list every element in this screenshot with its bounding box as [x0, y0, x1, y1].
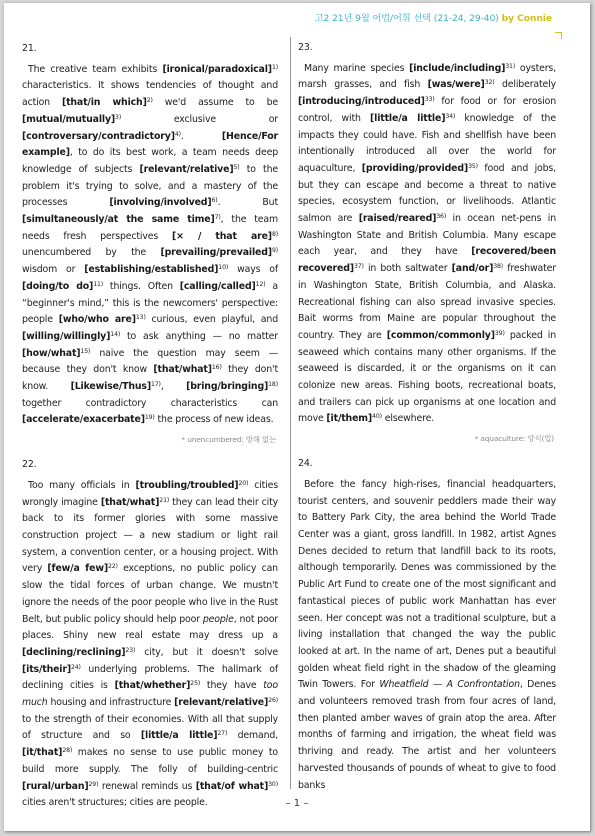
blank-number: 32)	[484, 79, 495, 87]
passage-text: exclusive or	[121, 113, 278, 125]
passage-text: they can lead their city back to its former glories with some massive construction project — a new stadium or light rail system, a convention center, or a housing project. With very	[22, 496, 278, 575]
passage-text: things. Often	[103, 280, 180, 292]
question-passage	[22, 62, 278, 429]
passage-text: exceptions, no public policy can slow the tidal forces of urban change. We mustn't ignore the needs of the poor people who live in the Rust Belt, but public policy should help poor	[22, 563, 278, 625]
choice-bracket: [it/them]	[326, 413, 373, 425]
choice-bracket: [doing/to do]	[22, 280, 94, 292]
passage-text: Before the fancy high-rises, financial headquarters, tourist centers, and souvenir peddlers made their way to Battery Park City, the area behind the World Trade Center was a giant, gross landfill. In 1982, artist Agnes Denes decided to return that landfill back to its roots, although temporarily. Denes was commissioned by the Public Art Fund to create one of the most significant and fantastical pieces of public work Manhattan has ever seen. Her concept was not a traditional sculpture, but a living installation that changed the way the public looked at art. In the name of art, Denes put a beautiful golden wheat field right in the shadow of the gleaming Twin Towers. For	[298, 478, 556, 691]
choice-bracket: [relevant/relative]	[139, 163, 234, 175]
blank-number: 40)	[372, 413, 382, 421]
blank-number: 12)	[255, 280, 266, 288]
blank-number: 4)	[174, 130, 181, 138]
blank-number: 23)	[125, 646, 136, 654]
question-number: 21.	[22, 43, 37, 54]
passage-text: ways of	[228, 264, 278, 276]
left-column	[22, 41, 278, 812]
choice-bracket: [recovered/been recovered]	[298, 246, 556, 275]
choice-bracket: [that/what]	[153, 364, 212, 376]
passage-text: cities aren't structures; cities are people.	[22, 797, 208, 809]
question-passage	[298, 61, 556, 428]
choice-bracket: [mutual/mutually]	[22, 113, 116, 125]
choice-bracket: [its/their]	[22, 663, 71, 675]
right-column	[298, 40, 556, 794]
passage-text: we'd assume to be	[152, 97, 279, 109]
document-page	[4, 3, 590, 831]
blank-number: 39)	[494, 329, 505, 337]
choice-bracket: [accelerate/exacerbate]	[22, 414, 145, 426]
choice-bracket: [who/who are]	[58, 314, 136, 326]
column-divider	[290, 37, 291, 789]
blank-number: 15)	[80, 347, 91, 355]
choice-bracket: [that/of what]	[195, 780, 269, 792]
blank-number: 5)	[233, 163, 240, 171]
choice-bracket: [was/were]	[427, 79, 485, 91]
choice-bracket: [rural/urban]	[22, 780, 89, 792]
choice-bracket: [little/a little]	[140, 730, 218, 742]
choice-bracket: [few/a few]	[47, 563, 108, 575]
blank-number: 8)	[271, 230, 279, 238]
choice-bracket: [controversary/contradictory]	[22, 130, 175, 142]
blank-number: 7)	[214, 214, 221, 222]
passage-text: unencumbered by the	[22, 247, 161, 259]
blank-number: 25)	[190, 680, 201, 688]
choice-bracket: [Likewise/Thus]	[70, 381, 151, 393]
blank-number: 28)	[62, 747, 73, 755]
passage-text: for food or for erosion control, with	[298, 96, 556, 124]
footnote: * unencumbered: 방해 없는	[181, 435, 276, 445]
passage-text: they don't know.	[22, 364, 278, 393]
page-header	[315, 10, 552, 24]
italic-text: too much	[22, 680, 278, 709]
passage-text: demand,	[227, 730, 278, 742]
italic-text: people	[202, 613, 234, 625]
passage-text: food and jobs, but they can escape and become a threat to native species, ecosystem function, or livelihoods. Atlantic salmon are	[298, 162, 556, 225]
blank-number: 18)	[268, 381, 278, 389]
footnote: * aquaculture: 양식(업)	[474, 434, 554, 444]
blank-number: 9)	[271, 247, 278, 255]
choice-bracket: [common/commonly]	[386, 329, 495, 341]
blank-number: 26)	[268, 697, 278, 705]
passage-text: . But	[217, 197, 278, 209]
blank-number: 30)	[268, 780, 278, 788]
choice-bracket: [bring/bringing]	[186, 381, 269, 393]
passage-text: elsewhere.	[381, 413, 435, 425]
choice-bracket: [troubling/troubled]	[135, 479, 239, 491]
passage-text: together contradictory characteristics can	[22, 397, 278, 409]
choice-bracket: [calling/called]	[179, 280, 256, 292]
passage-text: in both saltwater	[363, 263, 452, 275]
choice-bracket: [it/that]	[22, 747, 63, 759]
blank-number: 24)	[70, 663, 81, 671]
blank-number: 10)	[218, 264, 229, 272]
choice-bracket: [relevant/relative]	[174, 697, 269, 709]
blank-number: 16)	[211, 364, 222, 372]
choice-bracket: [prevailing/prevailed]	[160, 247, 272, 259]
corner-mark	[555, 32, 562, 39]
choice-bracket: [and/or]	[451, 263, 494, 275]
passage-text: ,	[160, 381, 187, 393]
question-passage	[22, 478, 278, 812]
blank-number: 6)	[211, 197, 218, 205]
passage-text: , Denes and volunteers removed trash from four acres of land, then planted amber waves of grain atop the area. After months of farming and irrigation, the wheat field was thriving and ready. The artist and her volunteers harvested thousands of pounds of wheat to give to food banks	[298, 679, 557, 791]
passage-text: in ocean net-pens in Washington State and British Columbia. Many escape each year, and they have	[298, 213, 556, 258]
passage-text: Many marine species	[304, 62, 410, 74]
choice-bracket: [how/what]	[22, 347, 81, 359]
blank-number: 29)	[88, 780, 99, 788]
passage-text: Too many officials in	[28, 479, 136, 491]
blank-number: 34)	[445, 112, 456, 120]
blank-number: 14)	[110, 330, 121, 338]
passage-text: to the strength of their economies. With all that supply of structure and so	[22, 713, 278, 742]
blank-number: 22)	[107, 563, 118, 571]
blank-number: 35)	[468, 162, 478, 170]
choice-bracket: [involving/involved]	[109, 197, 212, 209]
choice-bracket: [raised/reared]	[358, 213, 437, 225]
passage-text: characteristics. It shows tendencies of thought and action	[22, 80, 278, 109]
question-22	[22, 457, 278, 812]
choice-bracket: [simultaneously/at the same time]	[22, 214, 215, 226]
question-passage	[298, 477, 556, 794]
passage-text: makes no sense to use public money to build more supply. The folly of building-centric	[22, 747, 278, 775]
choice-bracket: [willing/willingly]	[22, 330, 111, 342]
passage-text: deliberately	[494, 79, 557, 91]
passage-text: cities wrongly imagine	[22, 479, 279, 508]
blank-number: 31)	[505, 62, 516, 70]
question-number: 22.	[22, 459, 37, 471]
blank-number: 11)	[93, 280, 104, 288]
passage-text: packed in seaweed which contains many other organisms. If the seaweed is discarded, it or the organisms on it can colonize new areas. Fishing boots, recreational boats, and trailers can pick up organisms at one location and move	[298, 329, 556, 425]
blank-number: 20)	[238, 479, 249, 487]
passage-text: knowledge of the impacts they could have. Fish and shellfish have been intentionally introduced all over the world for aquaculture,	[298, 112, 556, 174]
passage-text: naive the question may seem — because they don't know	[22, 347, 278, 376]
passage-text: to ask anything — no matter	[120, 330, 278, 342]
passage-text: .	[180, 130, 222, 142]
passage-text: the process of new ideas.	[154, 414, 274, 426]
question-number: 24.	[298, 458, 313, 470]
blank-number: 19)	[144, 414, 155, 422]
blank-number: 3)	[115, 113, 122, 121]
choice-bracket: [that/whether]	[114, 680, 191, 692]
blank-number: 17)	[150, 381, 161, 389]
question-24	[298, 456, 556, 794]
passage-text: , not poor places. Shiny new real estate may dress up a	[22, 613, 278, 642]
choice-bracket: [providing/provided]	[361, 162, 469, 174]
passage-text: to the problem it's trying to solve, and a mastery of the processes	[22, 163, 278, 209]
passage-text: , the team needs fresh perspectives	[22, 214, 278, 242]
blank-number: 37)	[353, 263, 364, 271]
blank-number: 38)	[493, 263, 504, 271]
passage-text: housing and infrastructure	[47, 697, 175, 709]
passage-text: wisdom or	[22, 264, 85, 276]
choice-bracket: [that/in which]	[61, 97, 147, 109]
choice-bracket: [× / that are]	[172, 230, 272, 242]
question-21	[22, 41, 278, 447]
question-23	[298, 40, 556, 446]
blank-number: 13)	[135, 314, 146, 322]
passage-text: renewal reminds us	[98, 780, 196, 792]
passage-text: , to do its best work, a team needs deep knowledge of subjects	[22, 147, 278, 175]
choice-bracket: [declining/reclining]	[22, 646, 126, 658]
passage-text: a “beginner's mind,” this is the newcomers' perspective: people	[22, 280, 278, 326]
header-title: 고2 21년 9월 어법/어휘 선택 (21-24, 29-40)	[314, 13, 499, 24]
passage-text: underlying problems. The hallmark of declining cities is	[22, 663, 278, 692]
choice-bracket: [ironical/paradoxical]	[162, 63, 272, 75]
blank-number: 33)	[424, 96, 435, 104]
choice-bracket: [little/a little]	[370, 112, 446, 124]
header-brand: by Connie	[501, 13, 552, 24]
blank-number: 27)	[217, 730, 228, 738]
choice-bracket: [that/what]	[100, 496, 160, 508]
blank-number: 2)	[146, 97, 153, 105]
blank-number: 36)	[436, 213, 447, 221]
question-number: 23.	[298, 42, 313, 53]
passage-text: they have	[200, 680, 264, 692]
passage-text: curious, even playful, and	[145, 314, 278, 326]
passage-text: oysters, marsh grasses, and fish	[298, 62, 556, 91]
passage-text: freshwater in Washington State, British Columbia, and Alaska. Recreational fishing can also spread invasive species. Bait worms from Maine are popular throughout the country. They are	[298, 263, 556, 341]
passage-text: city, but it doesn't solve	[135, 646, 278, 658]
choice-bracket: [establishing/established]	[84, 264, 219, 276]
blank-number: 21)	[159, 496, 170, 504]
passage-text: The creative team exhibits	[28, 63, 163, 75]
choice-bracket: [introducing/introduced]	[298, 96, 425, 108]
page-number: – 1 –	[285, 798, 309, 809]
choice-bracket: [Hence/For example]	[22, 130, 278, 159]
choice-bracket: [include/including]	[409, 62, 506, 74]
italic-text: Wheatfield — A Confrontation	[379, 679, 520, 691]
blank-number: 1)	[271, 63, 278, 71]
